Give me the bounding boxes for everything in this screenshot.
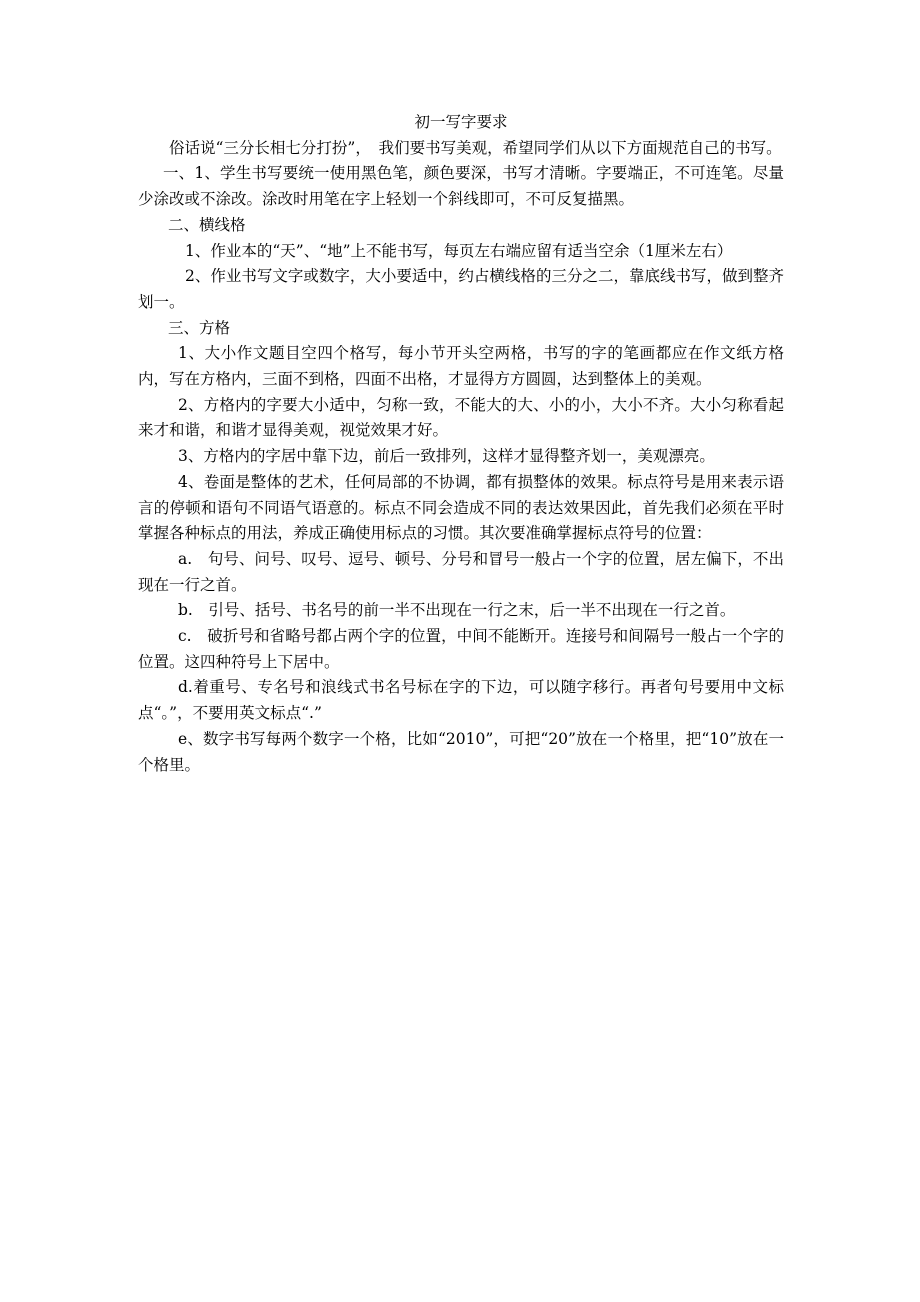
list-item-d: d.着重号、专名号和浪线式书名号标在字的下边，可以随字移行。再者句号要用中文标点“。”，不要用英文标点“.” [138, 678, 784, 723]
document-title: 初一写字要求 [414, 113, 508, 131]
section2-item1: 1、作业本的“天”、“地”上不能书写，每页左右端应留有适当空余（1厘米左右） [185, 241, 733, 260]
section3-heading: 三、方格 [168, 318, 231, 337]
document-page [138, 110, 784, 778]
section3-item4: 4、卷面是整体的艺术，任何局部的不协调，都有损整体的效果。标点符号是用来表示语言的停顿和语句不同语气语意的。标点不同会造成不同的表达效果因此，首先我们必须在平时掌握各种标点的用法，养成正确使用标点的习惯。其次要准确掌握标点符号的位置： [138, 472, 784, 543]
list-item-e: e、数字书写每两个数字一个格，比如“2010”，可把“20”放在一个格里，把“10”放在一个格里。 [138, 729, 784, 774]
section3-item1: 1、大小作文题目空四个格写，每小节开头空两格，书写的字的笔画都应在作文纸方格内，写在方格内，三面不到格，四面不出格，才显得方方圆圆，达到整体上的美观。 [138, 344, 784, 389]
section2-item2: 2、作业书写文字或数字，大小要适中，约占横线格的三分之二，靠底线书写，做到整齐划一。 [138, 267, 784, 311]
section3-item2: 2、方格内的字要大小适中，匀称一致，不能大的大、小的小，大小不齐。大小匀称看起来才和谐，和谐才显得美观，视觉效果才好。 [138, 395, 784, 440]
list-item-a: a. 句号、问号、叹号、逗号、顿号、分号和冒号一般占一个字的位置，居左偏下，不出现在一行之首。 [138, 549, 784, 594]
section1-paragraph: 一、1、学生书写要统一使用黑色笔，颜色要深，书写才清晰。字要端正，不可连笔。尽量少涂改或不涂改。涂改时用笔在字上轻划一个斜线即可，不可反复描黑。 [138, 164, 784, 209]
intro-paragraph: 俗话说“三分长相七分打扮”， 我们要书写美观，希望同学们从以下方面规范自己的书写。 [169, 138, 782, 157]
list-item-c: c. 破折号和省略号都占两个字的位置，中间不能断开。连接号和间隔号一般占一个字的位置。这四种符号上下居中。 [138, 627, 784, 671]
list-item-b: b. 引号、括号、书名号的前一半不出现在一行之末，后一半不出现在一行之首。 [178, 601, 736, 620]
section2-heading: 二、横线格 [168, 215, 246, 234]
section3-item3: 3、方格内的字居中靠下边，前后一致排列，这样才显得整齐划一，美观漂亮。 [178, 447, 715, 466]
